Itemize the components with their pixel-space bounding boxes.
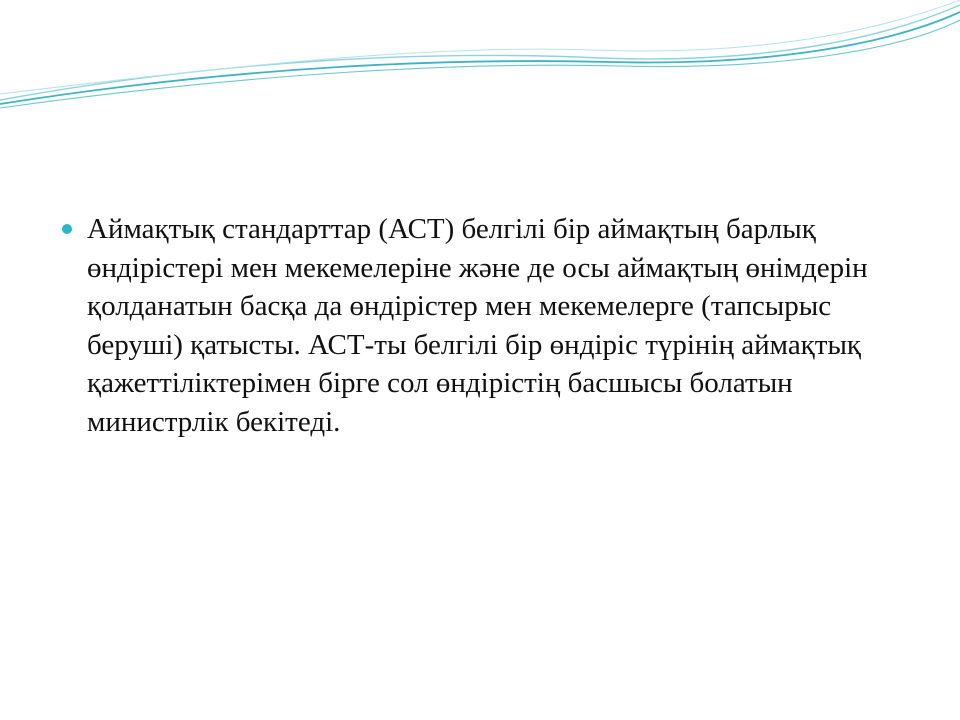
bullet-text: Аймақтық стандарттар (АСТ) белгілі бір аймақтың барлық өндірістері мен мекемелеріне және де осы аймақтың өнімдерін қолданатын басқа да өндірістер мен мекемелерге (тапсырыс беруші) қатысты. АСТ-ты белгілі бір өндіріс түрінің аймақтық қажеттіліктерімен бірге сол өндірістің басшысы болатын министрлік бекітеді. <box>87 213 868 438</box>
wave-line-1 <box>0 5 960 100</box>
bullet-list <box>62 210 922 441</box>
bullet-dot-icon <box>62 224 72 234</box>
wave-decoration <box>0 0 960 120</box>
wave-line-3 <box>0 0 960 94</box>
wave-line-4 <box>0 20 960 108</box>
bullet-item <box>62 210 922 441</box>
